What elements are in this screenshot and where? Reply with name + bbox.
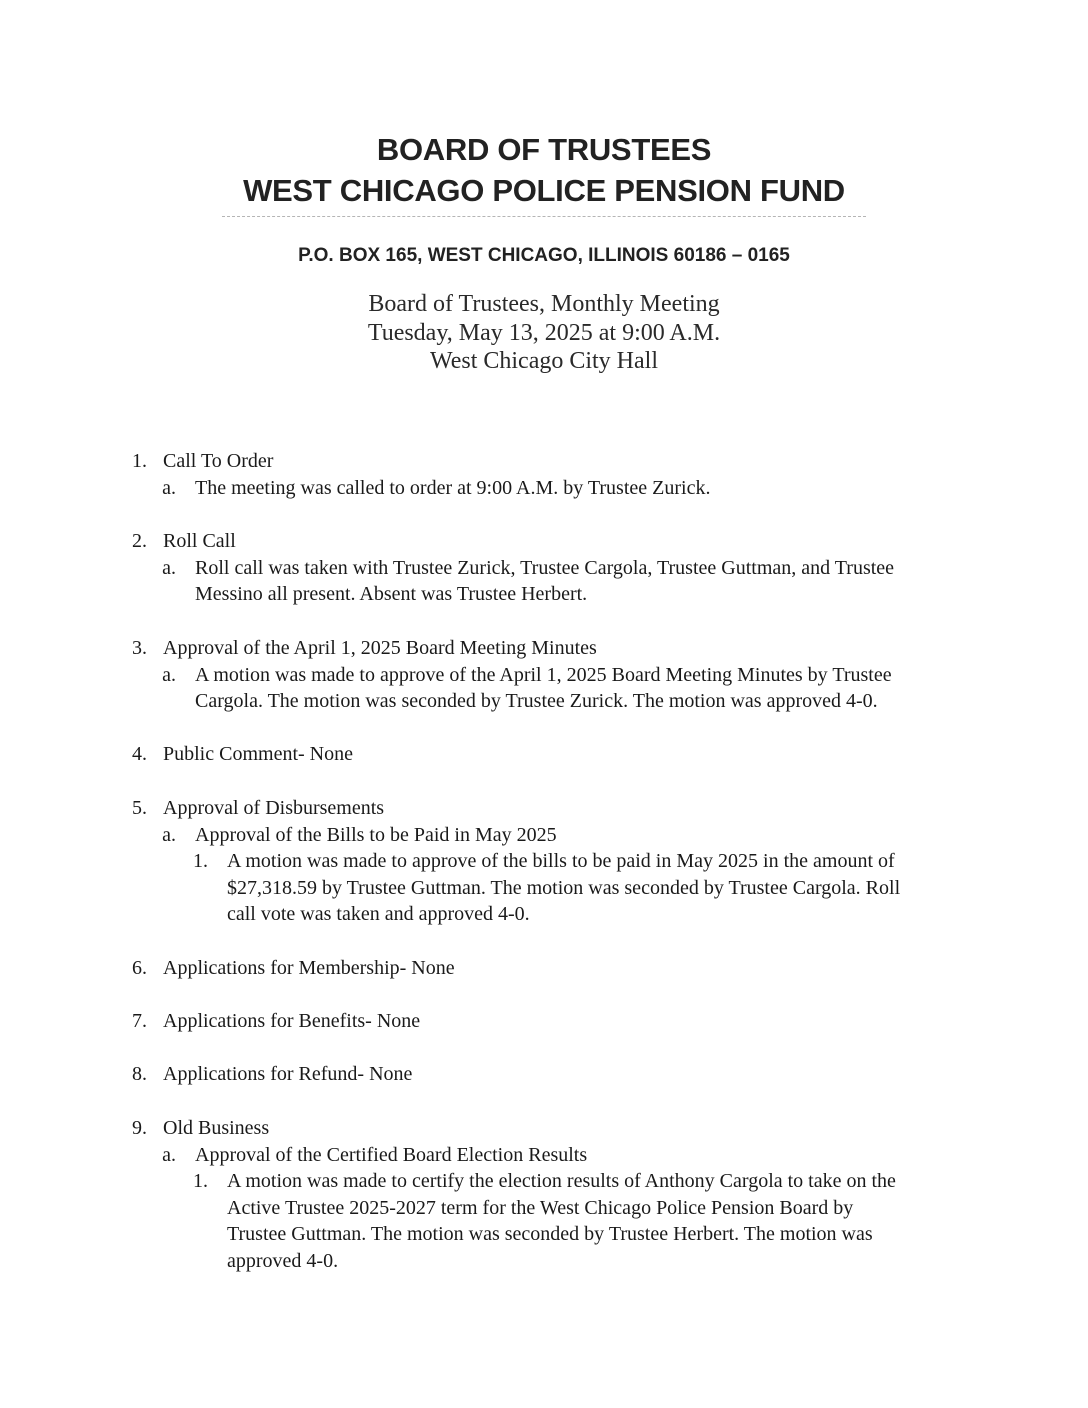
sub-item-text: The meeting was called to order at 9:00 A.M. by Trustee Zurick. (195, 476, 711, 499)
agenda-item-number: 5. (132, 797, 147, 819)
header-divider (222, 216, 866, 217)
meeting-date: Tuesday, May 13, 2025 at 9:00 A.M. (367, 320, 721, 346)
agenda-item-title: Old Business (163, 1117, 270, 1139)
mailing-address: P.O. BOX 165, WEST CHICAGO, ILLINOIS 60186 – 0165 (298, 245, 790, 266)
sub-sub-item-text: Active Trustee 2025-2027 term for the West Chicago Police Pension Board by (227, 1196, 854, 1219)
agenda-item-title: Public Comment- None (163, 743, 353, 765)
sub-item-text: Approval of the Certified Board Election Results (195, 1143, 588, 1166)
agenda-item-number: 3. (132, 637, 147, 659)
agenda-item-title: Call To Order (163, 450, 274, 472)
agenda-item-number: 8. (132, 1063, 147, 1085)
sub-item-text: Approval of the Bills to be Paid in May 2025 (195, 823, 557, 846)
sub-item-text: Messino all present. Absent was Trustee Herbert. (195, 583, 588, 605)
sub-item-text: A motion was made to approve of the April 1, 2025 Board Meeting Minutes by Trustee (195, 663, 892, 686)
meeting-location: West Chicago City Hall (429, 348, 659, 374)
agenda-item-title: Approval of Disbursements (163, 797, 385, 819)
agenda-item-title: Applications for Benefits- None (163, 1010, 421, 1032)
sub-sub-item-text: A motion was made to certify the election results of Anthony Cargola to take on the (227, 1170, 896, 1192)
sub-item-marker: a. (162, 663, 176, 686)
sub-item-marker: a. (162, 476, 176, 499)
fund-title: WEST CHICAGO POLICE PENSION FUND (243, 173, 845, 208)
agenda-item-title: Applications for Refund- None (163, 1063, 413, 1085)
agenda-item-number: 9. (132, 1117, 147, 1139)
sub-item-marker: a. (162, 556, 176, 579)
sub-item-text: Cargola. The motion was seconded by Trustee Zurick. The motion was approved 4-0. (195, 690, 878, 712)
sub-sub-item-text: Trustee Guttman. The motion was seconded by Trustee Herbert. The motion was (227, 1223, 873, 1245)
sub-sub-item-text: approved 4-0. (227, 1249, 339, 1272)
sub-item-text: Roll call was taken with Trustee Zurick, Trustee Cargola, Trustee Guttman, and Trustee (195, 556, 895, 579)
meeting-type: Board of Trustees, Monthly Meeting (368, 291, 720, 317)
sub-sub-item-marker: 1. (193, 1170, 208, 1192)
sub-sub-item-text: $27,318.59 by Trustee Guttman. The motion was seconded by Trustee Cargola. Roll (227, 876, 901, 899)
sub-item-marker: a. (162, 1143, 176, 1166)
agenda-item-number: 1. (132, 450, 147, 472)
sub-sub-item-text: call vote was taken and approved 4-0. (227, 903, 530, 925)
board-title: BOARD OF TRUSTEES (376, 132, 712, 167)
agenda-item-title: Roll Call (163, 530, 236, 552)
sub-item-marker: a. (162, 823, 176, 846)
agenda-item-title: Approval of the April 1, 2025 Board Meeting Minutes (163, 637, 597, 659)
agenda-item-number: 6. (132, 957, 147, 979)
agenda-item-number: 2. (132, 530, 147, 552)
sub-sub-item-marker: 1. (193, 850, 208, 872)
sub-sub-item-text: A motion was made to approve of the bills to be paid in May 2025 in the amount of (227, 850, 895, 872)
agenda-item-title: Applications for Membership- None (163, 957, 455, 979)
agenda-item-number: 7. (132, 1010, 147, 1032)
agenda-item-number: 4. (132, 743, 147, 765)
